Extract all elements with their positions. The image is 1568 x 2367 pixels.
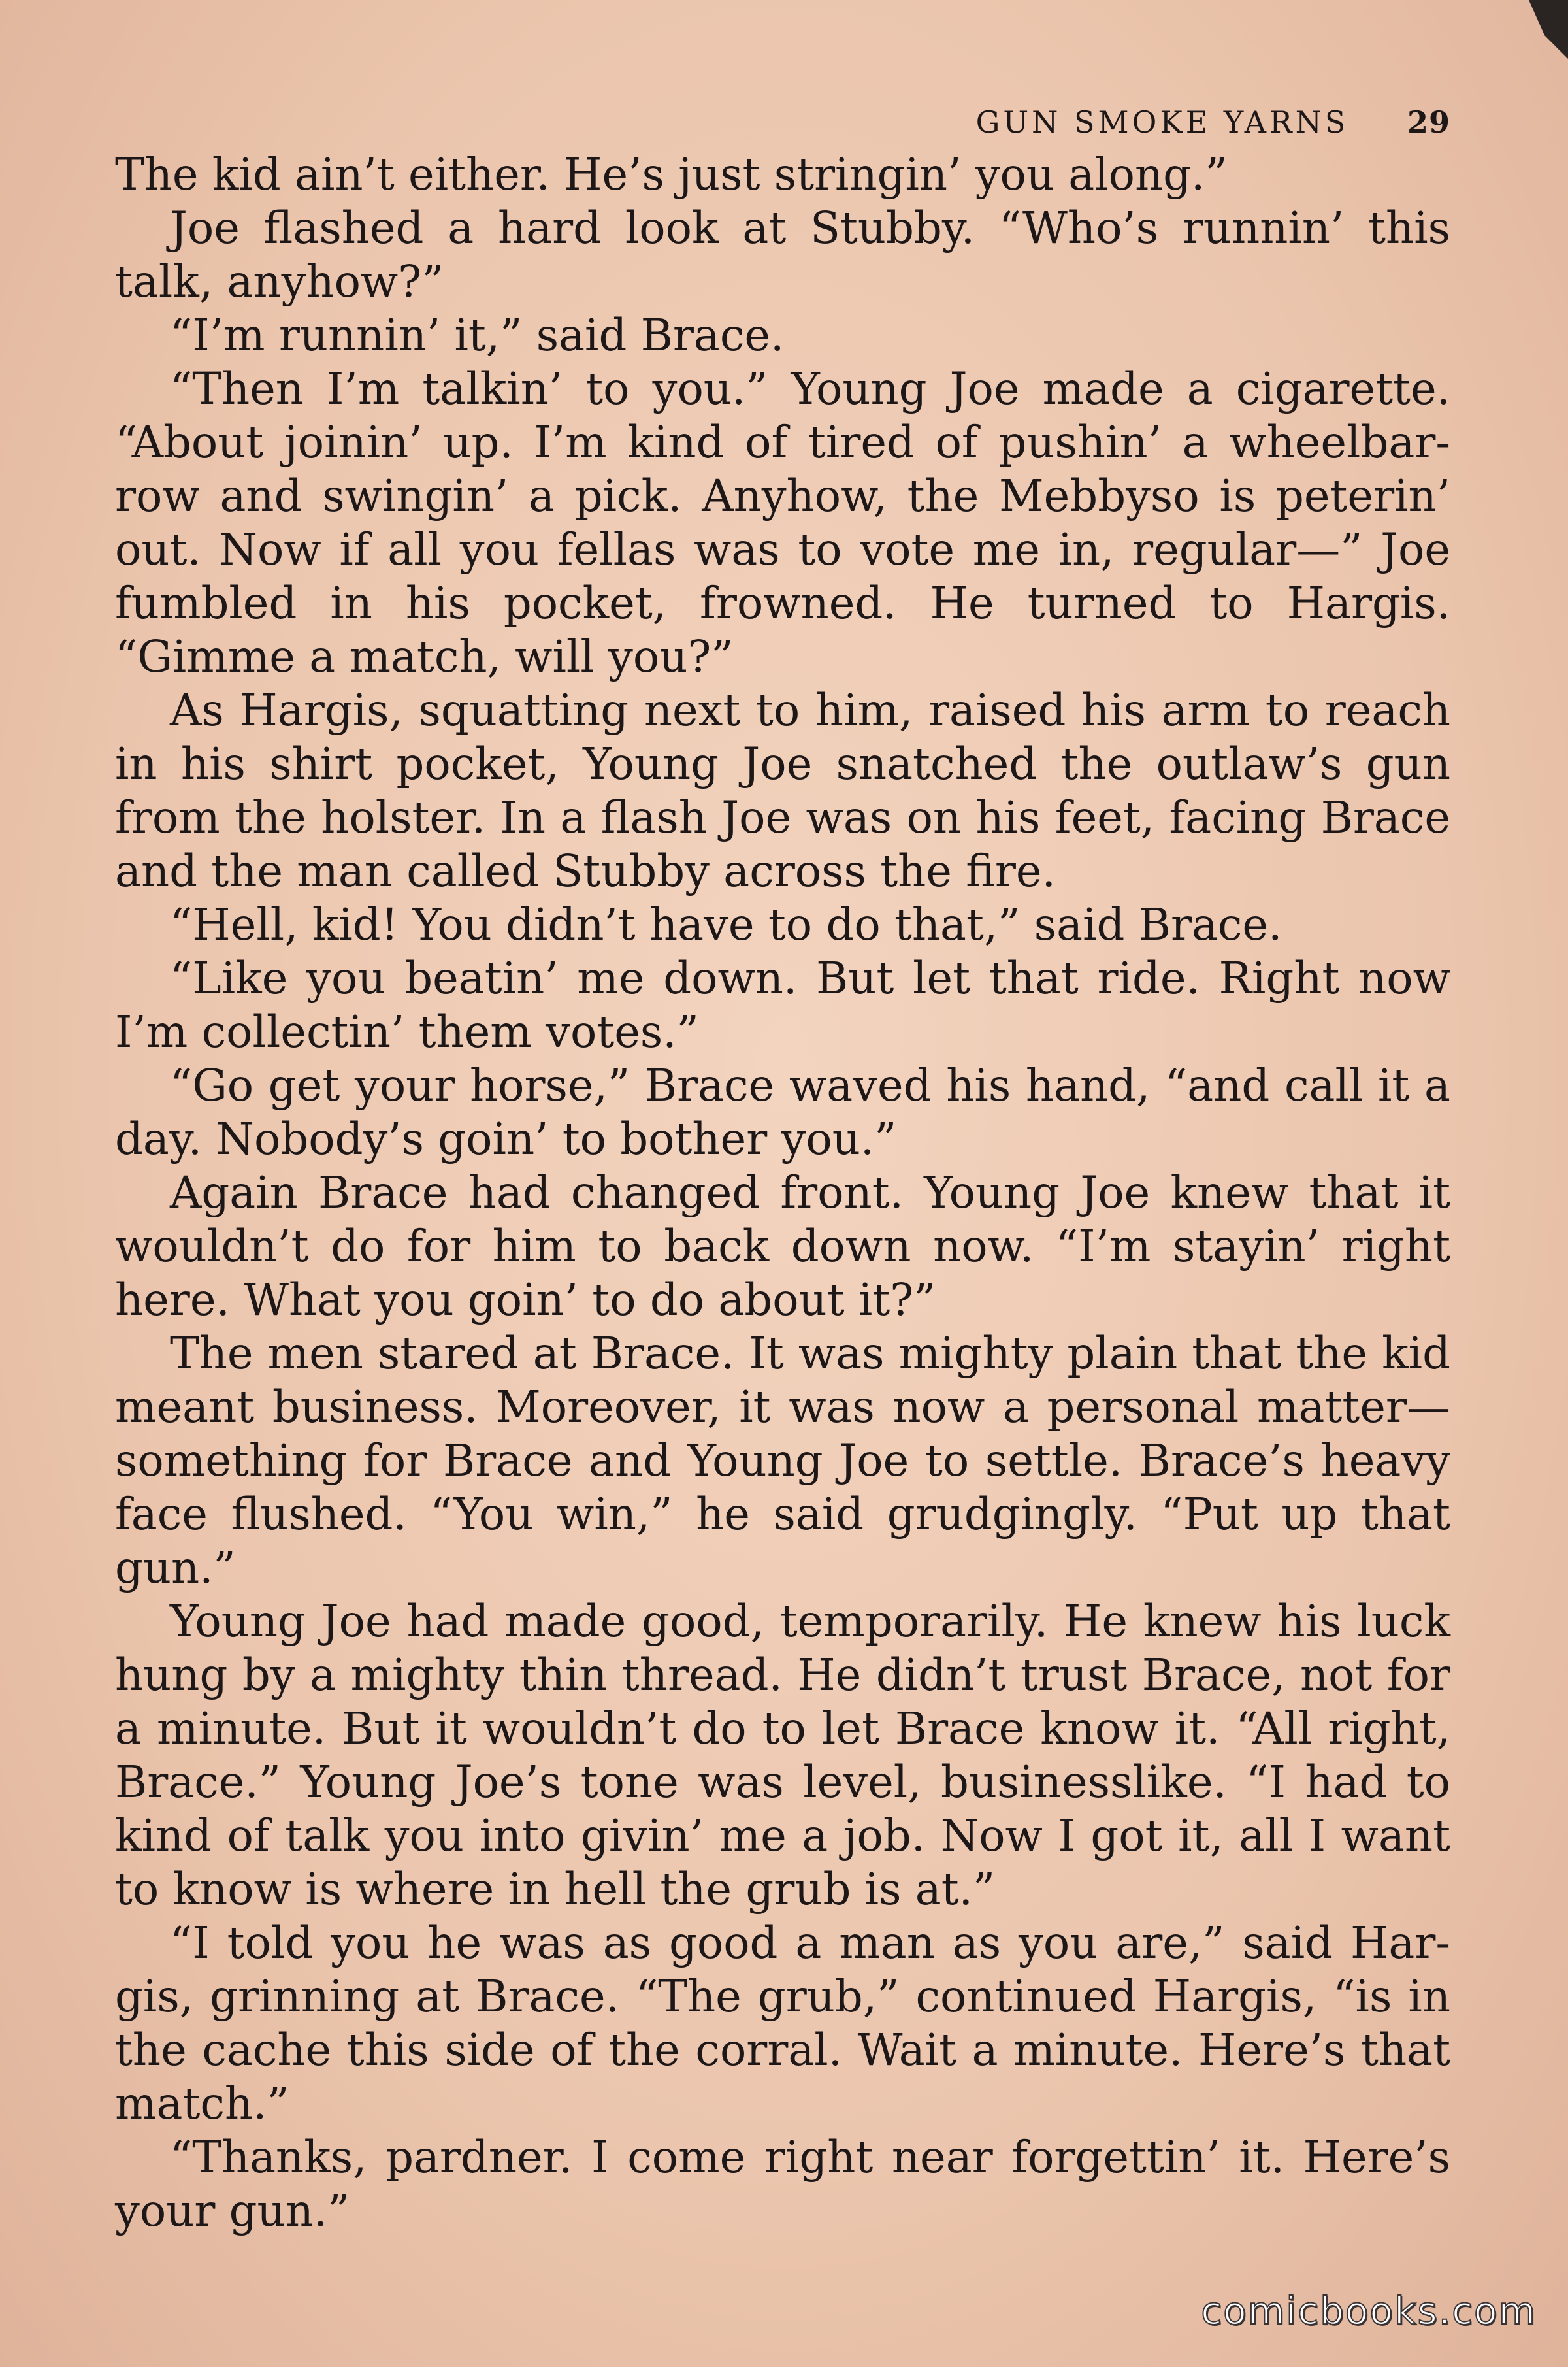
running-head-title: GUN SMOKE YARNS [975, 105, 1349, 140]
running-head [976, 105, 1450, 140]
paragraph-8: “Go get your horse,” Brace waved his hand, “and call it a day. Nobody’s goin’ to bother you.” [115, 1060, 1450, 1165]
paragraph-6: “Hell, kid! You didn’t have to do that,” said Brace. [170, 899, 1282, 950]
site-watermark: comicbooks.com [1201, 2289, 1537, 2333]
paragraph-4: “Then I’m talkin’ to you.” Young Joe made a cigarette. “About joinin’ up. I’m kind of tired of pushin’ a wheelbarrow and swingin’ a pick. Anyhow, the Mebbyso is peterin’ out. Now if all you fellas was to vote me in, regular—” Joe fumbled in his pocket, frowned. He turned to Hargis. “Gimme a match, will you?” [115, 363, 1450, 682]
page-number: 29 [1407, 105, 1450, 140]
paragraph-10: The men stared at Brace. It was mighty plain that the kid meant business. Moreover, it was now a personal matter—something for Brace and Young Joe to settle. Brace’s heavy face flushed. “You win,” he said grudgingly. “Put up that gun.” [115, 1328, 1450, 1593]
paragraph-5: As Hargis, squatting next to him, raised his arm to reach in his shirt pocket, Young Joe snatched the outlaw’s gun from the holster. In a flash Joe was on his feet, facing Brace and the man called Stubby across the fire. [115, 685, 1450, 897]
paragraph-7: “Like you beatin’ me down. But let that ride. Right now I’m collectin’ them votes.” [115, 953, 1450, 1057]
paragraph-9: Again Brace had changed front. Young Joe knew that it wouldn’t do for him to back down now. “I’m stayin’ right here. What you goin’ to do about it?” [115, 1167, 1450, 1325]
paragraph-12: “I told you he was as good a man as you are,” said Hargis, grinning at Brace. “The grub,” continued Hargis, “is in the cache this side of the corral. Wait a minute. Here’s that match.” [115, 1917, 1450, 2129]
story-text [115, 148, 1450, 2238]
page-corner-shadow [1529, 0, 1568, 59]
paragraph-11: Young Joe had made good, temporarily. He knew his luck hung by a mighty thin thread. He didn’t trust Brace, not for a minute. But it wouldn’t do to let Brace know it. “All right, Brace.” Young Joe’s tone was level, businesslike. “I had to kind of talk you into givin’ me a job. Now I got it, all I want to know is where in hell the grub is at.” [115, 1596, 1450, 1915]
paragraph-1: The kid ain’t either. He’s just stringin’ you along.” [115, 149, 1228, 200]
paragraph-2: Joe flashed a hard look at Stubby. “Who’s runnin’ this talk, anyhow?” [115, 203, 1450, 307]
paragraph-3: “I’m runnin’ it,” said Brace. [170, 310, 785, 361]
paragraph-13: “Thanks, pardner. I come right near forgettin’ it. Here’s your gun.” [115, 2132, 1450, 2236]
